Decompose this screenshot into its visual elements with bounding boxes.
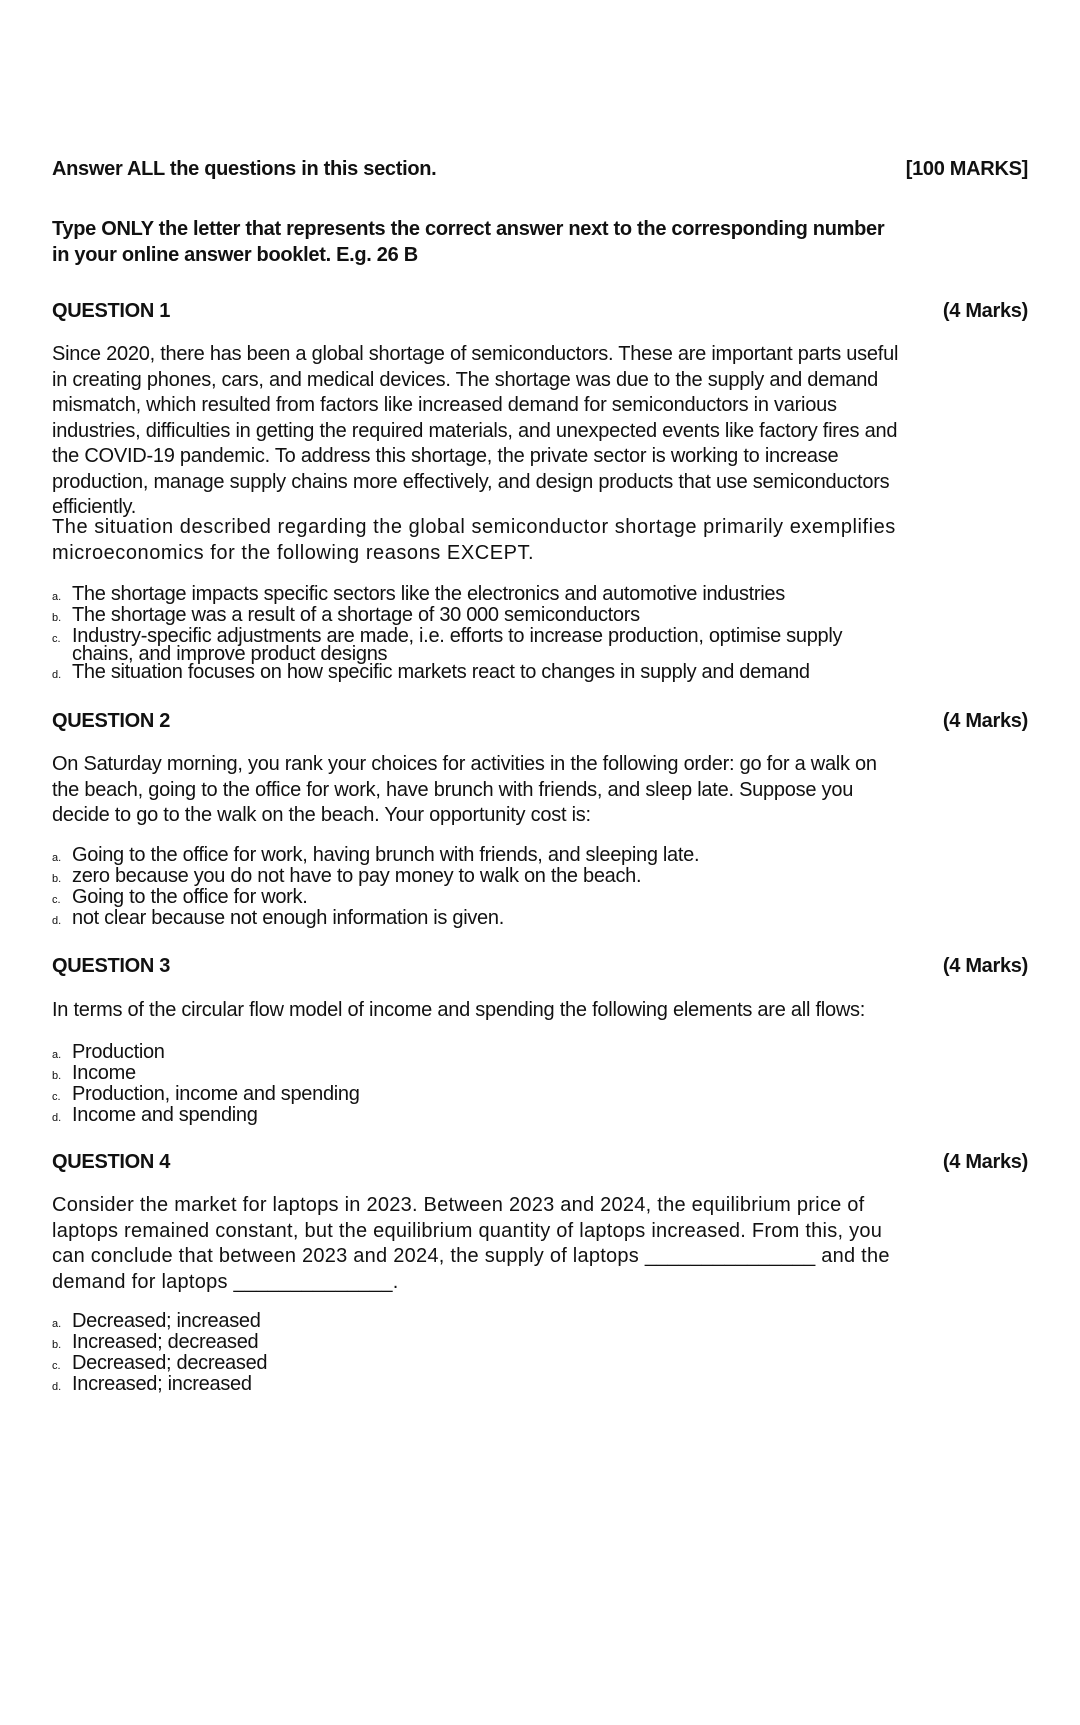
option-1a (52, 585, 952, 606)
option-text: The shortage impacts specific sectors like the electronics and automotive industries (72, 583, 785, 605)
option-text: Industry-specific adjustments are made, i.e. efforts to increase production, optimise supply chains, and improve product designs (72, 625, 843, 665)
option-text: Going to the office for work. (72, 886, 308, 908)
option-text: Increased; decreased (72, 1331, 259, 1353)
option-letter: b. (52, 873, 62, 885)
option-letter: a. (52, 852, 62, 864)
option-letter: a. (52, 1318, 62, 1330)
option-text: Increased; increased (72, 1373, 252, 1395)
option-letter: c. (52, 1091, 61, 1103)
option-text: The situation focuses on how specific markets react to changes in supply and demand (72, 661, 810, 683)
option-text: Decreased; increased (72, 1310, 261, 1332)
option-3d (52, 1106, 952, 1127)
question-2-marks: (4 Marks) (942, 710, 1028, 732)
option-2d (52, 909, 952, 930)
option-text: The shortage was a result of a shortage of 30 000 semiconductors (72, 604, 640, 626)
question-4-stem: Consider the market for laptops in 2023. Between 2023 and 2024, the equilibrium price of laptops remained constant, but the equilibrium quantity of laptops increased. From this, you can conclude that between 2023 and 2024, the supply of laptops _______________ and the demand for laptops ______________. (52, 1194, 890, 1293)
option-letter: b. (52, 612, 62, 624)
question-1-marks: (4 Marks) (942, 300, 1028, 322)
option-1c (52, 627, 952, 663)
option-letter: b. (52, 1339, 62, 1351)
option-letter: c. (52, 894, 61, 906)
option-4d (52, 1375, 952, 1396)
question-1-context: Since 2020, there has been a global shortage of semiconductors. These are important parts useful in creating phones, cars, and medical devices. The shortage was due to the supply and demand mismatch, which resulted from factors like increased demand for semiconductors in various industries, difficulties in getting the required materials, and unexpected events like factory fires and the COVID-19 pandemic. To address this shortage, the private sector is working to increase production, manage supply chains more effectively, and design products that use semiconductors efficiently. (52, 343, 899, 518)
option-2b (52, 867, 952, 888)
option-3c (52, 1085, 952, 1106)
exam-page (52, 0, 1028, 1725)
option-letter: b. (52, 1070, 62, 1082)
option-letter: c. (52, 633, 61, 645)
option-text: Production (72, 1041, 165, 1063)
question-4-header (52, 1151, 1028, 1174)
question-2-stem: On Saturday morning, you rank your choices for activities in the following order: go for a walk on the beach, going to the office for work, have brunch with friends, and sleep late. Suppose you decide to go to the walk on the beach. Your opportunity cost is: (52, 753, 877, 826)
question-2-title: QUESTION 2 (52, 710, 171, 732)
option-letter: c. (52, 1360, 61, 1372)
option-1d (52, 663, 952, 684)
option-text: Going to the office for work, having brunch with friends, and sleeping late. (72, 844, 700, 866)
option-3b (52, 1064, 952, 1085)
question-1-stem: The situation described regarding the global semiconductor shortage primarily exemplifies microeconomics for the following reasons EXCEPT. (52, 516, 896, 564)
option-letter: a. (52, 591, 62, 603)
option-text: Production, income and spending (72, 1083, 360, 1105)
option-4b (52, 1333, 952, 1354)
question-3-title: QUESTION 3 (52, 955, 171, 977)
question-3-marks: (4 Marks) (942, 955, 1028, 977)
option-3a (52, 1043, 952, 1064)
option-2a (52, 846, 952, 867)
question-3-options (52, 1043, 952, 1127)
option-4a (52, 1312, 952, 1333)
option-4c (52, 1354, 952, 1375)
question-4-title: QUESTION 4 (52, 1151, 171, 1173)
question-3-stem: In terms of the circular flow model of income and spending the following elements are all flows: (52, 999, 866, 1021)
option-letter: d. (52, 1381, 62, 1393)
question-4-marks: (4 Marks) (942, 1151, 1028, 1173)
option-text: Decreased; decreased (72, 1352, 268, 1374)
total-marks: [100 MARKS] (905, 158, 1028, 180)
question-2-options (52, 846, 952, 930)
question-3-header (52, 955, 1028, 978)
section-header (52, 158, 1028, 181)
option-text: zero because you do not have to pay money to walk on the beach. (72, 865, 642, 887)
option-letter: a. (52, 1049, 62, 1061)
question-2-header (52, 710, 1028, 733)
option-text: not clear because not enough information is given. (72, 907, 504, 929)
option-letter: d. (52, 1112, 62, 1124)
answer-instruction: Type ONLY the letter that represents the correct answer next to the corresponding number in your online answer booklet. E.g. 26 B (52, 218, 885, 266)
question-1-title: QUESTION 1 (52, 300, 171, 322)
option-1b (52, 606, 952, 627)
question-1-header (52, 300, 1028, 323)
option-text: Income and spending (72, 1104, 258, 1126)
option-letter: d. (52, 669, 62, 681)
option-letter: d. (52, 915, 62, 927)
question-1-options (52, 585, 952, 684)
section-instruction: Answer ALL the questions in this section. (52, 158, 437, 180)
option-2c (52, 888, 952, 909)
option-text: Income (72, 1062, 136, 1084)
question-4-options (52, 1312, 952, 1396)
